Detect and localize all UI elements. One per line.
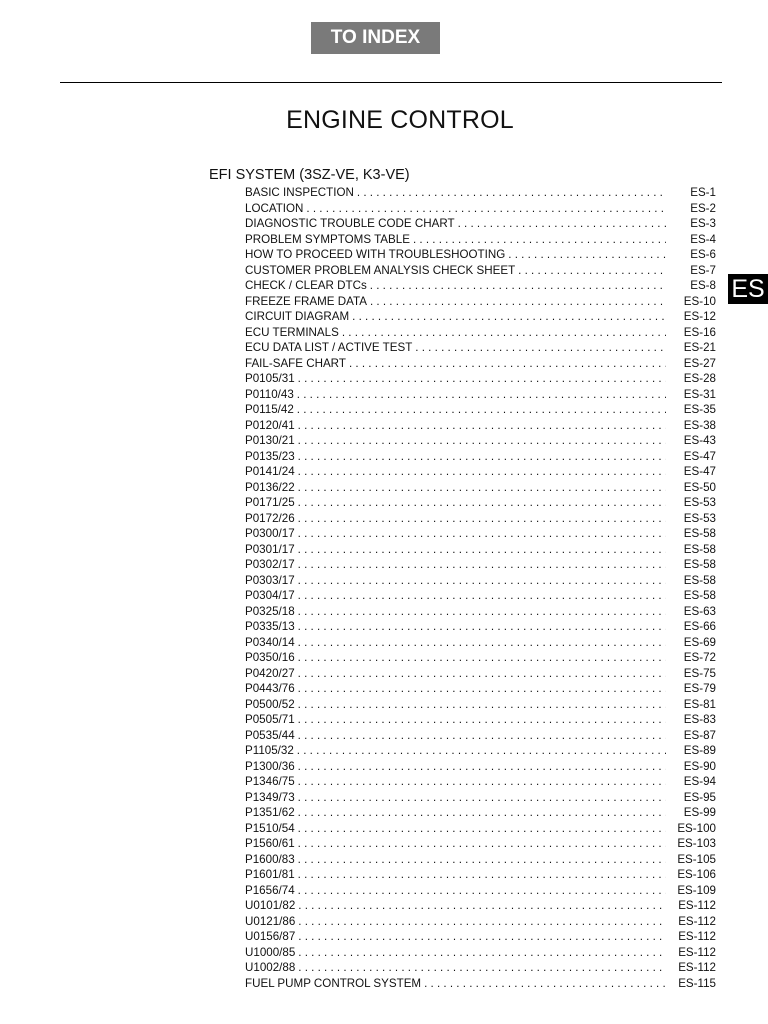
toc-dot-leader bbox=[298, 464, 666, 480]
toc-entry-page: ES-1 bbox=[690, 186, 716, 199]
toc-dot-leader bbox=[298, 805, 666, 821]
toc-entry[interactable] bbox=[245, 790, 721, 806]
toc-dot-leader bbox=[298, 604, 666, 620]
toc-dot-leader bbox=[298, 650, 666, 666]
toc-entry-page: ES-3 bbox=[690, 217, 716, 230]
toc-dot-leader bbox=[357, 185, 666, 201]
toc-dot-leader bbox=[298, 712, 666, 728]
toc-dot-leader bbox=[298, 914, 666, 930]
toc-dot-leader bbox=[352, 309, 666, 325]
toc-dot-leader bbox=[298, 619, 666, 635]
toc-dot-leader bbox=[298, 836, 666, 852]
toc-entry-page: ES-112 bbox=[678, 930, 716, 943]
toc-entry-label: P0535/44 bbox=[245, 728, 295, 742]
toc-entry-page: ES-43 bbox=[683, 434, 716, 447]
section-side-tab: ES bbox=[728, 274, 768, 304]
toc-entry-label: P0325/18 bbox=[245, 604, 295, 618]
toc-dot-leader bbox=[298, 852, 666, 868]
toc-entry-page: ES-81 bbox=[683, 697, 716, 711]
toc-entry-label: DIAGNOSTIC TROUBLE CODE CHART bbox=[245, 217, 455, 230]
toc-entry-label: FUEL PUMP CONTROL SYSTEM bbox=[245, 976, 422, 990]
toc-entry-label: P0130/21 bbox=[245, 434, 295, 447]
toc-entry-label: P0172/26 bbox=[245, 511, 295, 525]
toc-entry-page: ES-27 bbox=[683, 356, 716, 370]
toc-entry-page: ES-31 bbox=[683, 387, 716, 401]
toc-entry-label: P0340/14 bbox=[245, 635, 295, 649]
toc-entry-page: ES-58 bbox=[683, 573, 716, 587]
toc-dot-leader bbox=[298, 774, 666, 790]
toc-entry-label: FAIL-SAFE CHART bbox=[245, 356, 346, 370]
toc-entry[interactable] bbox=[245, 898, 721, 914]
toc-entry[interactable] bbox=[245, 836, 721, 852]
toc-entry-label: FREEZE FRAME DATA bbox=[245, 294, 367, 308]
toc-entry[interactable] bbox=[245, 495, 721, 511]
toc-entry[interactable] bbox=[245, 294, 721, 310]
toc-dot-leader bbox=[306, 201, 666, 217]
toc-dot-leader bbox=[508, 247, 666, 263]
toc-entry-page: ES-100 bbox=[677, 821, 716, 835]
toc-dot-leader bbox=[458, 216, 666, 232]
toc-entry-label: CUSTOMER PROBLEM ANALYSIS CHECK SHEET bbox=[245, 263, 516, 277]
toc-entry-label: P0420/27 bbox=[245, 666, 295, 680]
toc-entry[interactable] bbox=[245, 681, 721, 697]
toc-entry[interactable] bbox=[245, 526, 721, 542]
toc-entry[interactable] bbox=[245, 743, 721, 759]
page-title: ENGINE CONTROL bbox=[286, 106, 514, 134]
toc-entry-label: P0141/24 bbox=[245, 465, 295, 478]
toc-entry-label: P1349/73 bbox=[245, 790, 295, 804]
toc-dot-leader bbox=[415, 340, 666, 356]
toc-entry[interactable] bbox=[245, 650, 721, 666]
toc-dot-leader bbox=[298, 697, 666, 713]
toc-entry-label: P0300/17 bbox=[245, 527, 295, 540]
toc-entry[interactable] bbox=[245, 511, 721, 527]
toc-dot-leader bbox=[297, 743, 666, 759]
toc-entry[interactable] bbox=[245, 433, 721, 449]
toc-dot-leader bbox=[370, 294, 666, 310]
toc-entry-page: ES-8 bbox=[690, 279, 716, 292]
toc-entry[interactable] bbox=[245, 263, 721, 279]
toc-dot-leader bbox=[298, 433, 666, 449]
toc-dot-leader bbox=[298, 588, 666, 604]
toc-entry-page: ES-112 bbox=[678, 914, 716, 928]
toc-entry-page: ES-103 bbox=[677, 837, 716, 850]
toc-entry[interactable] bbox=[245, 371, 721, 387]
toc-entry-page: ES-106 bbox=[677, 868, 716, 881]
toc-entry[interactable] bbox=[245, 619, 721, 635]
toc-entry[interactable] bbox=[245, 774, 721, 790]
toc-dot-leader bbox=[298, 480, 666, 496]
toc-entry-page: ES-58 bbox=[683, 558, 716, 571]
toc-entry-page: ES-50 bbox=[683, 480, 716, 494]
toc-entry-page: ES-38 bbox=[683, 418, 716, 432]
toc-entry[interactable] bbox=[245, 805, 721, 821]
toc-entry[interactable] bbox=[245, 759, 721, 775]
toc-entry-label: P1300/36 bbox=[245, 759, 295, 773]
toc-entry[interactable] bbox=[245, 278, 721, 294]
toc-dot-leader bbox=[298, 511, 666, 527]
toc-entry-label: P0302/17 bbox=[245, 558, 295, 571]
toc-entry-label: U0101/82 bbox=[245, 899, 296, 912]
header-divider bbox=[60, 82, 722, 83]
toc-entry-label: LOCATION bbox=[245, 201, 304, 215]
toc-entry-page: ES-58 bbox=[683, 527, 716, 540]
toc-entry-page: ES-47 bbox=[683, 465, 716, 478]
toc-entry-label: P0350/16 bbox=[245, 651, 295, 664]
toc-entry-page: ES-115 bbox=[678, 976, 716, 990]
toc-entry-page: ES-112 bbox=[678, 961, 716, 974]
toc-entry[interactable] bbox=[245, 557, 721, 573]
toc-entry-page: ES-66 bbox=[683, 620, 716, 633]
toc-entry-page: ES-79 bbox=[683, 682, 716, 695]
toc-entry[interactable] bbox=[245, 604, 721, 620]
toc-dot-leader bbox=[424, 976, 666, 992]
toc-entry-label: P0105/31 bbox=[245, 372, 295, 385]
toc-entry-page: ES-72 bbox=[683, 651, 716, 664]
toc-entry-label: HOW TO PROCEED WITH TROUBLESHOOTING bbox=[245, 248, 506, 261]
toc-entry-label: P1600/83 bbox=[245, 852, 295, 866]
toc-dot-leader bbox=[298, 557, 666, 573]
toc-dot-leader bbox=[298, 790, 666, 806]
toc-entry-label: P1560/61 bbox=[245, 837, 295, 850]
toc-entry-page: ES-10 bbox=[683, 294, 716, 308]
toc-entry-label: P0303/17 bbox=[245, 573, 295, 587]
toc-entry[interactable] bbox=[245, 247, 721, 263]
toc-entry-page: ES-47 bbox=[683, 449, 716, 463]
toc-entry-label: P0304/17 bbox=[245, 589, 295, 602]
toc-entry[interactable] bbox=[245, 883, 721, 899]
toc-entry-label: P0115/42 bbox=[245, 403, 294, 416]
toc-entry-label: P1601/81 bbox=[245, 868, 295, 881]
toc-dot-leader bbox=[298, 635, 666, 651]
toc-entry[interactable] bbox=[245, 821, 721, 837]
toc-entry[interactable] bbox=[245, 697, 721, 713]
toc-entry-page: ES-87 bbox=[683, 728, 716, 742]
toc-entry-page: ES-63 bbox=[683, 604, 716, 618]
toc-dot-leader bbox=[413, 232, 666, 248]
toc-entry[interactable] bbox=[245, 185, 721, 201]
toc-entry[interactable] bbox=[245, 867, 721, 883]
toc-dot-leader bbox=[297, 402, 666, 418]
to-index-button[interactable]: TO INDEX bbox=[311, 22, 440, 54]
toc-entry-page: ES-28 bbox=[683, 372, 716, 385]
toc-entry-label: U0121/86 bbox=[245, 914, 296, 928]
toc-dot-leader bbox=[298, 821, 666, 837]
toc-entry-label: BASIC INSPECTION bbox=[245, 186, 354, 199]
toc-entry-page: ES-109 bbox=[677, 883, 716, 897]
toc-entry-page: ES-35 bbox=[683, 403, 716, 416]
toc-entry[interactable] bbox=[245, 340, 721, 356]
toc-entry-page: ES-21 bbox=[683, 341, 716, 354]
toc-dot-leader bbox=[298, 728, 666, 744]
toc-entry[interactable] bbox=[245, 712, 721, 728]
toc-entry[interactable] bbox=[245, 216, 721, 232]
toc-entry[interactable] bbox=[245, 309, 721, 325]
toc-dot-leader bbox=[298, 898, 666, 914]
toc-entry-page: ES-6 bbox=[690, 248, 716, 261]
toc-entry[interactable] bbox=[245, 573, 721, 589]
toc-entry-page: ES-99 bbox=[683, 806, 716, 819]
toc-entry-label: P1346/75 bbox=[245, 775, 295, 788]
toc-entry[interactable] bbox=[245, 976, 721, 992]
toc-dot-leader bbox=[349, 356, 666, 372]
toc-dot-leader bbox=[298, 867, 666, 883]
toc-dot-leader bbox=[298, 573, 666, 589]
toc-entry[interactable] bbox=[245, 480, 721, 496]
toc-entry-page: ES-53 bbox=[683, 496, 716, 509]
toc-entry[interactable] bbox=[245, 418, 721, 434]
toc-dot-leader bbox=[298, 960, 666, 976]
toc-entry-label: P0171/25 bbox=[245, 496, 295, 509]
toc-dot-leader bbox=[298, 449, 666, 465]
toc-entry[interactable] bbox=[245, 635, 721, 651]
toc-entry[interactable] bbox=[245, 588, 721, 604]
toc-entry[interactable] bbox=[245, 201, 721, 217]
toc-entry-label: P1351/62 bbox=[245, 806, 295, 819]
toc-entry-label: P0335/13 bbox=[245, 620, 295, 633]
toc-entry-page: ES-112 bbox=[678, 945, 716, 959]
toc-dot-leader bbox=[298, 681, 666, 697]
toc-entry-label: ECU DATA LIST / ACTIVE TEST bbox=[245, 341, 413, 354]
toc-entry-page: ES-89 bbox=[683, 744, 716, 757]
toc-entry-label: P0443/76 bbox=[245, 682, 295, 695]
toc-entry[interactable] bbox=[245, 945, 721, 961]
toc-dot-leader bbox=[298, 759, 666, 775]
toc-entry-page: ES-58 bbox=[683, 542, 716, 556]
toc-entry-label: P0110/43 bbox=[245, 387, 294, 401]
toc-entry-label: P1105/32 bbox=[245, 744, 294, 757]
toc-entry[interactable] bbox=[245, 356, 721, 372]
toc-entry[interactable] bbox=[245, 666, 721, 682]
toc-entry-page: ES-58 bbox=[683, 589, 716, 602]
toc-dot-leader bbox=[297, 387, 666, 403]
toc-entry-page: ES-12 bbox=[683, 310, 716, 323]
toc-entry-label: P1510/54 bbox=[245, 821, 295, 835]
toc-entry[interactable] bbox=[245, 232, 721, 248]
toc-dot-leader bbox=[298, 666, 666, 682]
toc-entry-label: CIRCUIT DIAGRAM bbox=[245, 310, 350, 323]
toc-dot-leader bbox=[298, 526, 666, 542]
toc-entry-label: CHECK / CLEAR DTCs bbox=[245, 279, 367, 292]
toc-entry-page: ES-53 bbox=[683, 511, 716, 525]
toc-entry-label: P0500/52 bbox=[245, 697, 295, 711]
toc-dot-leader bbox=[370, 278, 666, 294]
toc-dot-leader bbox=[518, 263, 666, 279]
toc-dot-leader bbox=[298, 883, 666, 899]
toc-entry-page: ES-75 bbox=[683, 666, 716, 680]
toc-entry[interactable] bbox=[245, 852, 721, 868]
toc-entry[interactable] bbox=[245, 325, 721, 341]
toc-entry[interactable] bbox=[245, 929, 721, 945]
toc-entry-label: P0120/41 bbox=[245, 418, 295, 432]
table-of-contents bbox=[245, 185, 721, 991]
toc-entry-label: P0301/17 bbox=[245, 542, 295, 556]
toc-entry-label: P0505/71 bbox=[245, 713, 295, 726]
toc-dot-leader bbox=[342, 325, 666, 341]
toc-entry-label: ECU TERMINALS bbox=[245, 325, 339, 339]
toc-entry-label: P0136/22 bbox=[245, 480, 295, 494]
toc-dot-leader bbox=[298, 371, 666, 387]
toc-entry[interactable] bbox=[245, 449, 721, 465]
toc-dot-leader bbox=[298, 542, 666, 558]
toc-entry-page: ES-112 bbox=[678, 899, 716, 912]
toc-entry[interactable] bbox=[245, 960, 721, 976]
toc-entry-page: ES-2 bbox=[690, 201, 716, 215]
toc-entry-page: ES-69 bbox=[683, 635, 716, 649]
toc-entry-label: P1656/74 bbox=[245, 883, 295, 897]
toc-entry[interactable] bbox=[245, 387, 721, 403]
toc-entry[interactable] bbox=[245, 464, 721, 480]
toc-entry[interactable] bbox=[245, 542, 721, 558]
toc-entry[interactable] bbox=[245, 914, 721, 930]
toc-entry[interactable] bbox=[245, 402, 721, 418]
toc-entry-page: ES-95 bbox=[683, 790, 716, 804]
toc-dot-leader bbox=[298, 929, 666, 945]
toc-entry-label: U0156/87 bbox=[245, 930, 296, 943]
toc-entry-label: PROBLEM SYMPTOMS TABLE bbox=[245, 232, 410, 246]
toc-entry-page: ES-90 bbox=[683, 759, 716, 773]
toc-entry-page: ES-7 bbox=[690, 263, 716, 277]
toc-entry-page: ES-105 bbox=[677, 852, 716, 866]
toc-dot-leader bbox=[298, 945, 666, 961]
toc-entry-page: ES-16 bbox=[683, 325, 716, 339]
toc-entry-page: ES-4 bbox=[690, 232, 716, 246]
toc-dot-leader bbox=[298, 495, 666, 511]
toc-entry-page: ES-94 bbox=[683, 775, 716, 788]
section-title: EFI SYSTEM (3SZ-VE, K3-VE) bbox=[209, 167, 410, 183]
toc-entry-label: U1002/88 bbox=[245, 961, 296, 974]
toc-entry-page: ES-83 bbox=[683, 713, 716, 726]
toc-entry-label: U1000/85 bbox=[245, 945, 296, 959]
toc-entry-label: P0135/23 bbox=[245, 449, 295, 463]
toc-dot-leader bbox=[298, 418, 666, 434]
toc-entry[interactable] bbox=[245, 728, 721, 744]
